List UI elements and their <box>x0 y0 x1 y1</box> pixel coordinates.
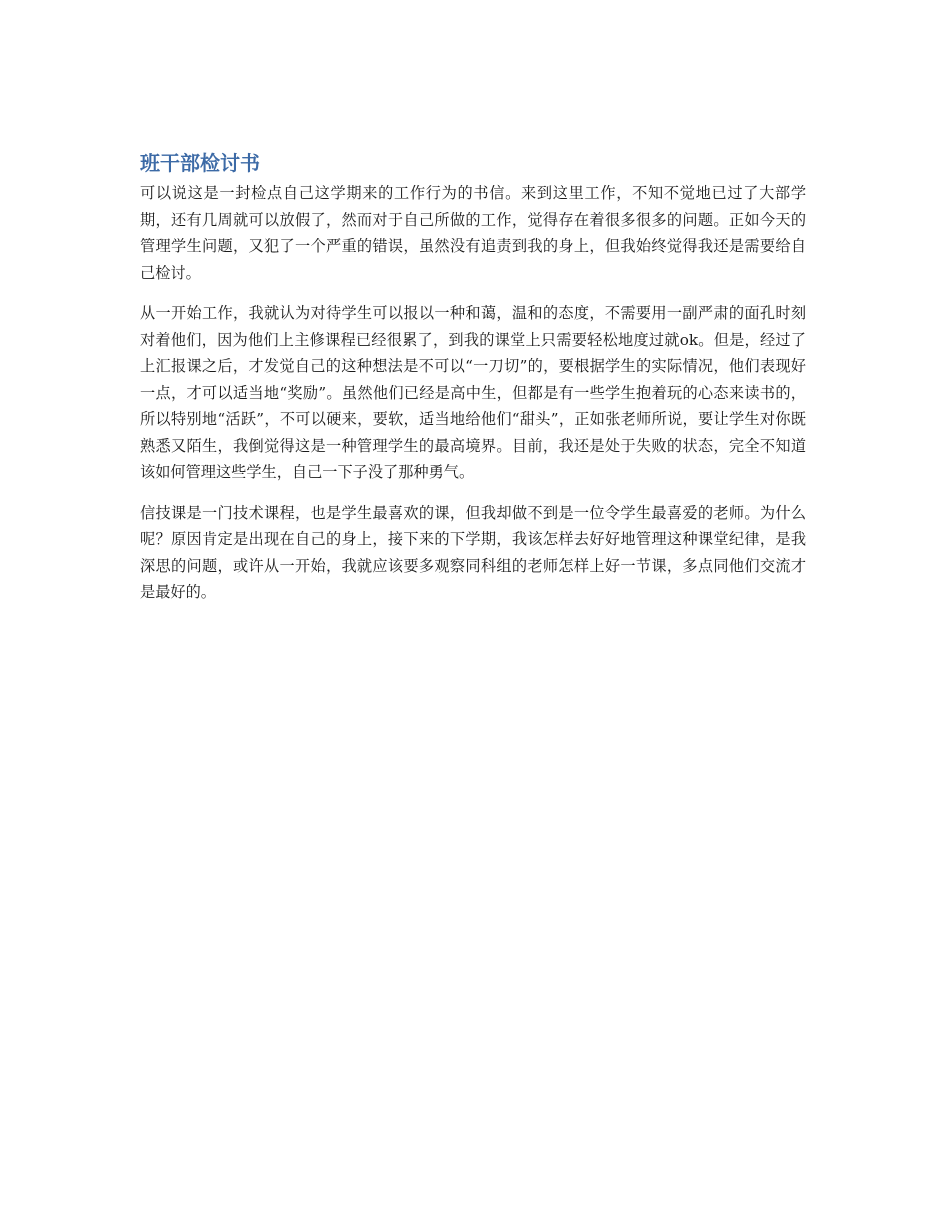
paragraph-1: 可以说这是一封检点自己这学期来的工作行为的书信。来到这里工作，不知不觉地已过了大部学期，还有几周就可以放假了，然而对于自己所做的工作，觉得存在着很多很多的问题。正如今天的管理学生问题，又犯了一个严重的错误，虽然没有追责到我的身上，但我始终觉得我还是需要给自己检讨。 <box>140 184 806 282</box>
document-page <box>140 148 806 620</box>
document-title: 班干部检讨书 <box>140 151 260 175</box>
paragraph-3: 信技课是一门技术课程，也是学生最喜欢的课，但我却做不到是一位令学生最喜爱的老师。为什么呢？原因肯定是出现在自己的身上，接下来的下学期，我该怎样去好好地管理这种课堂纪律，是我深思的问题，或许从一开始，我就应该要多观察同科组的老师怎样上好一节课，多点同他们交流才是最好的。 <box>140 503 806 601</box>
paragraph-2: 从一开始工作，我就认为对待学生可以报以一种和蔼，温和的态度，不需要用一副严肃的面孔时刻对着他们，因为他们上主修课程已经很累了，到我的课堂上只需要轻松地度过就ok。但是，经过了上汇报课之后，才发觉自己的这种想法是不可以“一刀切”的，要根据学生的实际情况，他们表现好一点，才可以适当地“奖励”。虽然他们已经是高中生，但都是有一些学生抱着玩的心态来读书的，所以特别地“活跃”，不可以硬来，要软，适当地给他们“甜头”，正如张老师所说，要让学生对你既熟悉又陌生，我倒觉得这是一种管理学生的最高境界。目前，我还是处于失败的状态，完全不知道该如何管理这些学生，自己一下子没了那种勇气。 <box>140 304 806 481</box>
